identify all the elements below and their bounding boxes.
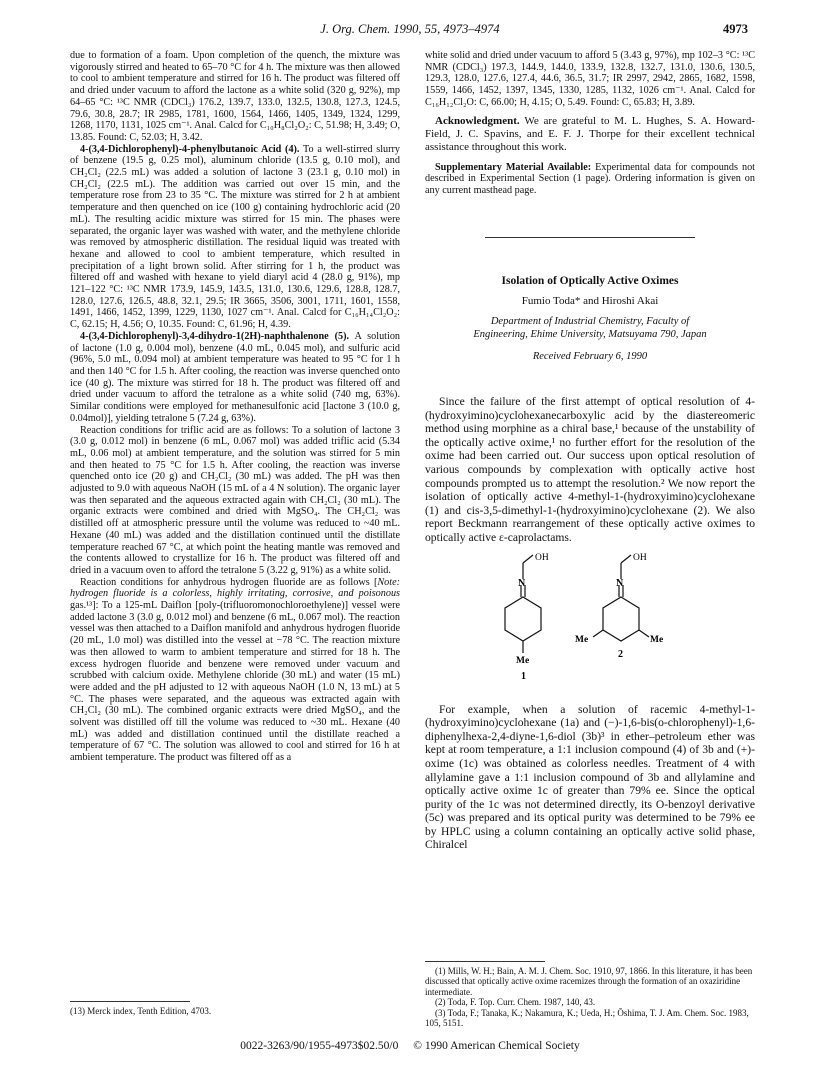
footnote-2: (2) Toda, F. Top. Curr. Chem. 1987, 140, 43. (435, 997, 596, 1008)
structure-2-bonds (593, 552, 649, 641)
article-paragraph-1: Since the failure of the first attempt of optical resolution of 4-(hydroxyimino)cyclohexanecarboxylic acid by the diastereomeric method using morphine as a chiral base,¹ because of the unstability of the optically active oxime,¹ no further effort for the resolution of the oxime had been carried out. Our success upon optical resolution of various compounds by complexation with optically active host compounds prompted us to attempt the resolution.² We now report the isolation of optically active 4-methyl-1-(hydroxyimino)cyclohexane (1) and cis-3,5-dimethyl-1-(hydroxyimino)cyclohexane (2). We also report Beckmann rearrangement of these optically active oximes to optically active ε-caprolactams. (425, 395, 755, 544)
footnote-rule-right (425, 961, 545, 962)
hf-safety-note: Note: hydrogen fluoride is a colorless, highly irritating, corrosive, and poisonous (70, 576, 400, 600)
article-code: 0022-3263/90/1955-4973$02.50/0 (240, 1040, 399, 1052)
affiliation-line-1: Department of Industrial Chemistry, Faculty of (490, 316, 690, 328)
footnote-13: (13) Merck index, Tenth Edition, 4703. (70, 1006, 212, 1016)
acknowledgment-text: We are grateful to M. L. Hughes, S. A. Howard-Field, J. C. Spavins, and E. F. J. Thorpe for their excellent technical assistance throughout this work. (425, 114, 755, 153)
structure-drawing (425, 551, 755, 689)
compound-heading-5: 4-(3,4-Dichlorophenyl)-3,4-dihydro-1(2H)-naphthalenone (5). (80, 330, 350, 342)
s2-number: 2 (618, 648, 623, 660)
footnote-1: (1) Mills, W. H.; Bain, A. M. J. Chem. Soc. 1910, 97, 1866. In this literature, it has been discussed that optically active oxime racemizes through the formation of an oxaziridine intermediate. (425, 966, 753, 997)
paragraph-tetralone-5 (70, 331, 400, 425)
article-paragraph-2: For example, when a solution of racemic 4-methyl-1-(hydroxyimino)cyclohexane (1a) and (−)-1,6-bis(o-chlorophenyl)-1,6-diphenylhexa-2,4-diyne-1,6-diol (3b)³ in ether–petroleum ether was kept at room temperature, a 1:1 inclusion compound (4) of 3b and (+)-oxime (1c) was obtained as colorless needles. Treatment of 4 with allylamine gave a 1:1 inclusion compound of 3b and allylamine and optically active oxime 1c of greater than 79% ee. Since the optical purity of the 1c was not determined directly, its O-benzoyl derivative (5c) was prepared and its optical purity was determined to be 79% ee by HPLC using a column containing an optically active solid phase, Chiralcel (425, 702, 755, 852)
article-authors: Fumio Toda* and Hiroshi Akai (521, 294, 659, 307)
affiliation-line-2: Engineering, Ehime University, Matsuyama 790, Japan (473, 329, 707, 341)
acknowledgment-label: Acknowledgment. (435, 114, 520, 127)
section-divider (485, 237, 695, 238)
chemical-structures (425, 551, 755, 689)
right-column (425, 50, 755, 852)
left-footnotes (70, 1001, 400, 1017)
paragraph-triflic: Reaction conditions for triflic acid are as follows: To a solution of lactone 3 (3.0 g, 0.012 mol) in benzene (6 mL, 0.067 mol) was added triflic acid (5.34 mL, 0.06 mol) at ambient temperature, and the solution was stirred for 5 min and then heated to 75 °C for 1.5 h. After cooling, the reaction was inverse quenched onto ice (20 g) and CH₂Cl₂ (30 mL) was added. The pH was then adjusted to 9.0 with aqueous NaOH (15 mL of a 4 N solution). The organic layer was then separated and the aqueous extracted again with CH₂Cl₂ (30 mL). The organic extracts were combined and dried with MgSO₄. The CH₂Cl₂ was distilled off at atmospheric pressure until the volume was reduced to ~40 mL. Hexane (40 mL) was added and the distillation continued until the distillate temperature reached 67 °C, at which point the heating mantle was removed and the contents allowed to crystallize for 16 h. The product was filtered off and dried in a vacuum oven to afford the tetralone 5 (3.22 g, 91%) as a white solid. (70, 424, 400, 576)
s2-oh-label: OH (633, 552, 647, 563)
paragraph-lactone-end: due to formation of a foam. Upon completion of the quench, the mixture was vigorously stirred and heated to 65–70 °C for 4 h. The mixture was then allowed to cool to ambient temperature and stirred for 16 h. The product was filtered off and dried under vacuum to afford the lactone as a white solid (320 g, 92%), mp 64–65 °C: ¹³C NMR (CDCl₃) 176.2, 139.7, 133.0, 132.5, 130.8, 127.3, 124.5, 79.6, 30.8, 28.7; IR 2985, 1781, 1600, 1564, 1466, 1405, 1349, 1324, 1299, 1268, 1170, 1131, 1025 cm⁻¹. Anal. Calcd for C₁₀H₈Cl₂O₂: C, 51.98; H, 3.49; O, 13.85. Found: C, 52.03; H, 3.42. (70, 50, 400, 143)
paragraph-product-5: white solid and dried under vacuum to afford 5 (3.43 g, 97%), mp 102–3 °C: ¹³C NMR (CDCl₃) 197.3, 144.9, 144.0, 133.9, 132.8, 132.7, 131.0, 130.6, 130.5, 129.3, 128.0, 127.6, 127.4, 44.6, 36.5, 31.7; IR 2997, 2942, 2865, 1682, 1598, 1559, 1466, 1452, 1397, 1345, 1330, 1285, 1132, 1026 cm⁻¹. Anal. Calcd for C₁₆H₁₂Cl₂O: C, 66.00; H, 4.15; O, 5.49. Found: C, 65.83; H, 3.89. (425, 50, 755, 108)
s1-number: 1 (521, 670, 526, 682)
left-column (70, 50, 400, 764)
supplementary-text: Experimental data for compounds not described in Experimental Section (1 page). Ordering information is given on any current masthead page. (425, 161, 755, 197)
footnote-rule (70, 1001, 190, 1002)
s2-n-label: N (616, 577, 624, 589)
page-number: 4973 (723, 22, 748, 36)
received-date: Received February 6, 1990 (532, 351, 648, 363)
hf-text-b: gas.¹³]: To a 125-mL Daiflon [poly-(trifluoromonochloroethylene)] vessel were added lactone 3 (3.0 g, 0.012 mol) and benzene (6 mL, 0.067 mol). The reaction vessel was then attached to a Daiflon manifold and anhydrous hydrogen fluoride (20 mL, 1.0 mol) was distilled into the vessel at −78 °C. The reaction mixture was then allowed to warm to ambient temperature and stirred for 18 h. The excess hydrogen fluoride and benzene were removed under vacuum and scrubbed with calcium oxide. Methylene chloride (30 mL) and water (15 mL) were added and the pH adjusted to 12 with aqueous NaOH (1.0 N, 13 mL) at 5 °C. The phases were separated, and the aqueous was extracted again with CH₂Cl₂ (30 mL). The combined organic extracts were dried MgSO₄, and the solvent was distilled off till the volume was reduced to ~30 mL. Hexane (40 mL) was added and distillation continued until the distillate reached a temperature of 67 °C. The solution was allowed to cool and stirred for 16 h at ambient temperature. The product was filtered off as a (70, 600, 400, 764)
s2-me-left-label: Me (575, 634, 589, 645)
supplementary-label: Supplementary Material Available: (435, 161, 592, 173)
paragraph-acid-4-text: To a well-stirred slurry of benzene (19.5 g, 0.25 mol), aluminum chloride (13.5 g, 0.10 mol), and CH₂Cl₂ (22.5 mL) was added a solution of lactone 3 (23.1 g, 0.10 mol) in CH₂Cl₂ (22.5 mL). The addition was carried out over 15 min, and the temperature rose from 23 to 35 °C. The mixture was stirred for 2 h at ambient temperature and then quenched on ice (100 g) containing hydrochloric acid (20 mL). The resulting acidic mixture was stirred for 15 min. The phases were separated, the organic layer was washed with water, and the methylene chloride was removed by atmospheric distillation. The residual liquid was treated with hexane and allowed to cool to ambient temperature, which resulted in precipitation of a light brown solid. After stirring for 1 h, the product was filtered off and washed with hexane to yield diaryl acid 4 (28.0 g, 91%), mp 121–122 °C: ¹³C NMR 173.9, 145.9, 143.5, 131.0, 130.6, 129.6, 128.8, 128.7, 128.0, 127.6, 126.5, 48.8, 32.1, 29.5; IR 3665, 3506, 3001, 1711, 1601, 1558, 1491, 1466, 1452, 1399, 1229, 1130, 1027 cm⁻¹. Anal. Calcd for C₁₆H₁₄Cl₂O₂: C, 62.15; H, 4.56; O, 10.35. Found: C, 61.96; H, 4.39. (70, 143, 400, 331)
s1-oh-label: OH (535, 552, 549, 563)
s1-me-label: Me (516, 655, 530, 666)
paragraph-tetralone-5-text: A solution of lactone (1.0 g, 0.004 mol), benzene (4.0 mL, 0.045 mol), and sulfuric acid (96%, 5.0 mL, 0.094 mol) at ambient temperature was heated to 95 °C for 1 h and then 140 °C for 1.5 h. After cooling, the reaction was inverse quenched onto ice (40 g). The mixture was stirred for 18 h. The product was filtered off and dried under vacuum to afford the tetralone as a white solid (740 mg, 63%). Similar conditions were employed for methanesulfonic acid [lactone 3 (10.0 g, 0.04mol)], yielding tetralone 5 (7.24 g, 63%). (70, 330, 401, 424)
supplementary-material (425, 162, 755, 197)
journal-citation: J. Org. Chem. 1990, 55, 4973–4974 (320, 22, 500, 36)
acknowledgment (425, 115, 755, 154)
page-footer (0, 1040, 820, 1052)
compound-heading-4: 4-(3,4-Dichlorophenyl)-4-phenylbutanoic Acid (4). (80, 143, 300, 155)
paragraph-hf (70, 577, 400, 764)
article-body (425, 395, 755, 852)
article-affiliation (425, 315, 755, 341)
copyright: © 1990 American Chemical Society (413, 1040, 580, 1052)
paragraph-acid-4 (70, 144, 400, 331)
s1-n-label: N (518, 577, 526, 589)
s2-me-right-label: Me (650, 634, 664, 645)
structure-1-bonds (505, 555, 541, 653)
article-title: Isolation of Optically Active Oximes (501, 274, 679, 287)
page-header (0, 22, 820, 38)
right-footnotes (425, 961, 755, 1028)
footnote-3: (3) Toda, F.; Tanaka, K.; Nakamura, K.; Ueda, H.; Ōshima, T. J. Am. Chem. Soc. 1983, 105, 5151. (425, 1007, 749, 1029)
hf-text-a: Reaction conditions for anhydrous hydrogen fluoride are as follows [ (80, 576, 378, 588)
